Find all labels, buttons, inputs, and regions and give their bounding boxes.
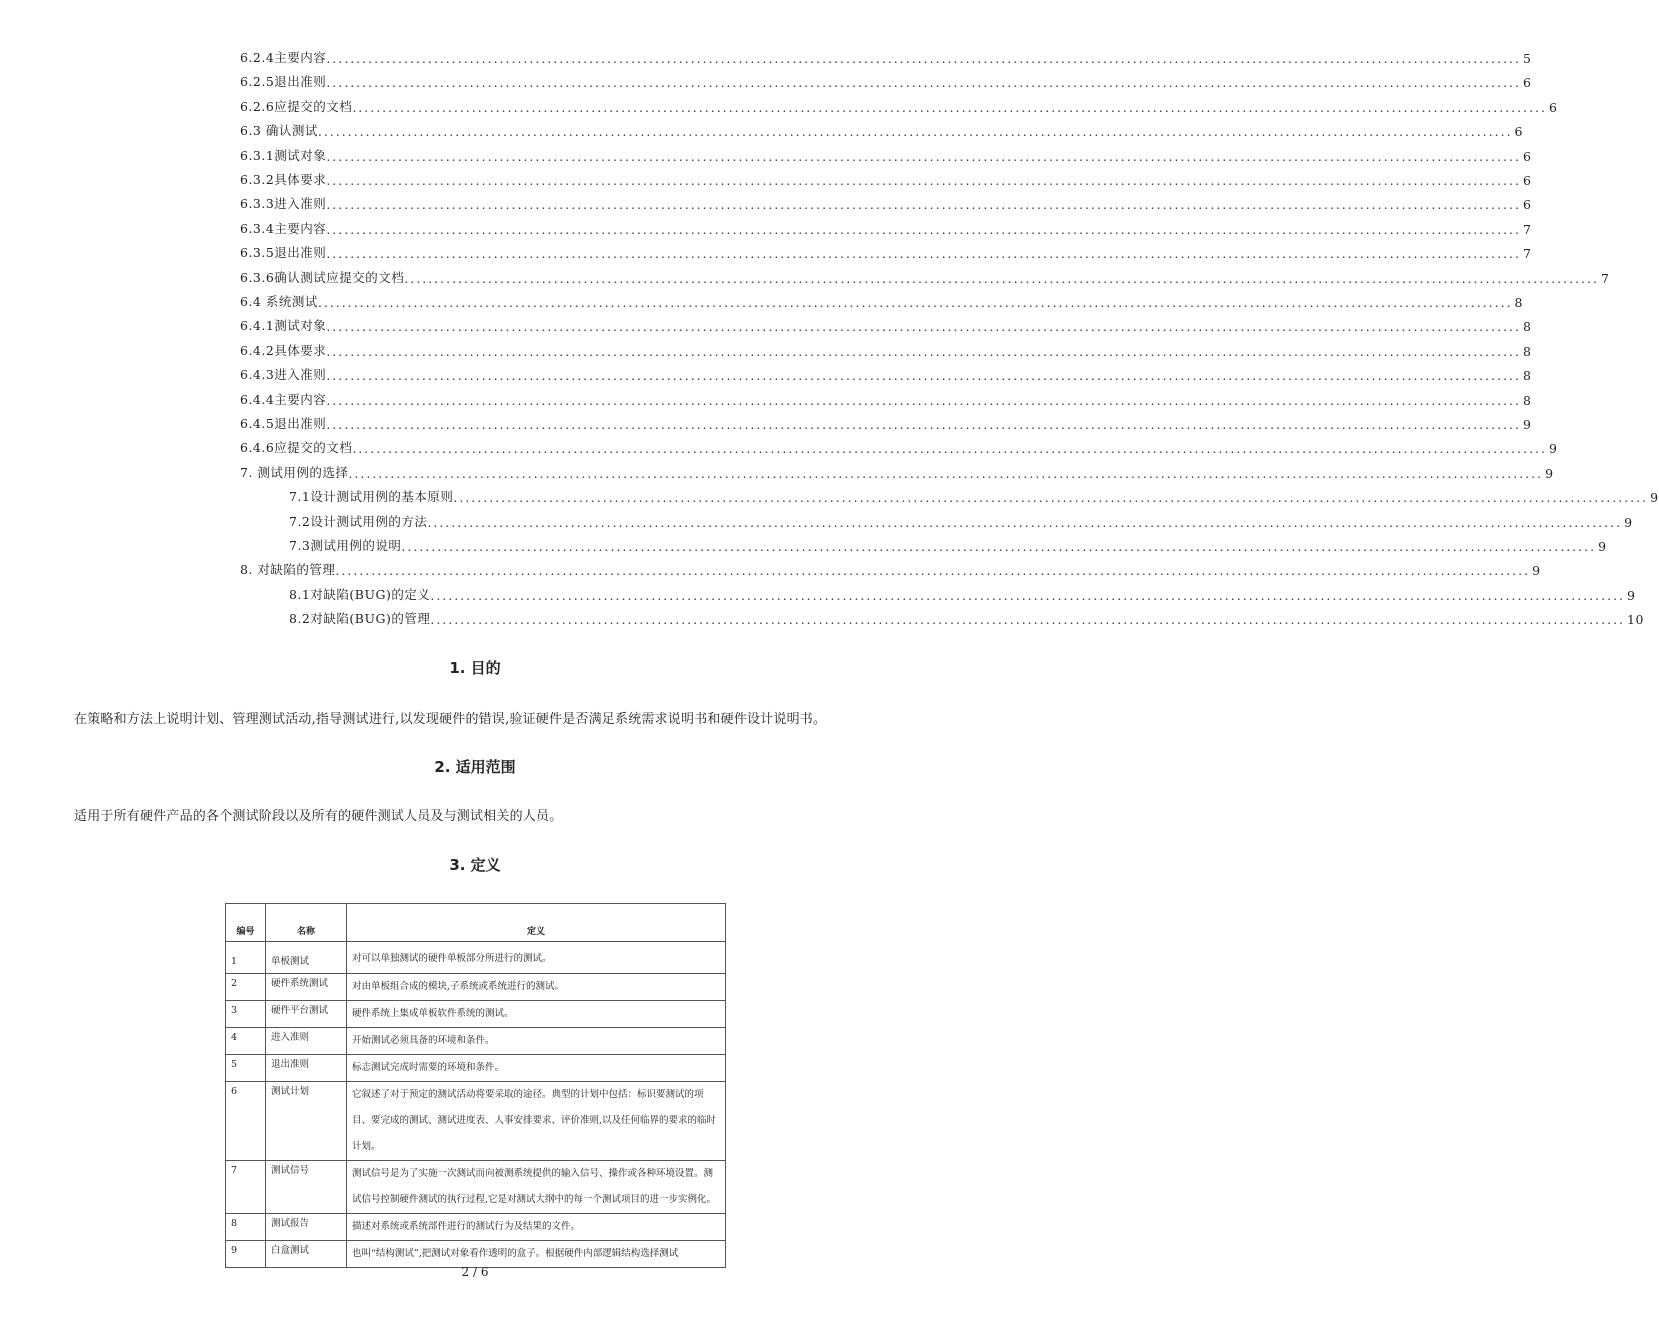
toc-leader-dots: ........................................................................................................................................................................................................ bbox=[430, 587, 1626, 603]
row-definition: 硬件系统上集成单板软件系统的测试。 bbox=[347, 1001, 726, 1028]
page-number: 2 / 6 bbox=[461, 1265, 489, 1279]
toc-leader-dots: ........................................................................................................................................................................................................ bbox=[326, 392, 1521, 408]
toc-leader-dots: ........................................................................................................................................................................................................ bbox=[348, 465, 1544, 481]
toc-leader-dots: ........................................................................................................................................................................................................ bbox=[352, 99, 1547, 115]
toc-entry[interactable] bbox=[240, 363, 1532, 384]
toc-entry-page: 9 bbox=[1549, 441, 1558, 457]
toc-entry-title: 7.3测试用例的说明 bbox=[289, 538, 402, 553]
toc-entry[interactable] bbox=[240, 95, 1558, 115]
row-id: 7 bbox=[226, 1161, 266, 1214]
toc-entry-page: 10 bbox=[1627, 612, 1644, 628]
toc-leader-dots: ........................................................................................................................................................................................................ bbox=[335, 563, 1531, 579]
row-term: 白盒测试 bbox=[266, 1241, 347, 1268]
table-row bbox=[226, 1055, 726, 1082]
toc-leader-dots: ........................................................................................................................................................................................................ bbox=[453, 490, 1649, 506]
toc-entry-title: 6.3.1测试对象 bbox=[240, 147, 327, 163]
section-1-body: 在策略和方法上说明计划、管理测试活动,指导测试进行,以发现硬件的错误,验证硬件是否满足系统需求说明书和硬件设计说明书。 bbox=[74, 712, 827, 727]
toc-entry-title: 6.2.6应提交的文档 bbox=[240, 98, 353, 114]
toc-entry[interactable] bbox=[289, 583, 1636, 603]
col-header-name: 名称 bbox=[266, 904, 347, 942]
row-term: 进入准则 bbox=[266, 1028, 347, 1055]
toc-entry-title: 6.4.1测试对象 bbox=[240, 318, 327, 334]
toc-entry-page: 9 bbox=[1545, 465, 1554, 481]
toc-leader-dots: ........................................................................................................................................................................................................ bbox=[404, 270, 1599, 286]
toc-entry-title: 7.1设计测试用例的基本原则 bbox=[289, 489, 454, 505]
toc-entry[interactable] bbox=[289, 607, 1644, 628]
row-id: 8 bbox=[226, 1214, 266, 1241]
toc-entry-title: 8.2对缺陷(BUG)的管理 bbox=[289, 611, 431, 627]
toc-leader-dots: ........................................................................................................................................................................................................ bbox=[326, 173, 1521, 188]
section-1-title: 1. 目的 bbox=[449, 659, 501, 677]
toc-entry-page: 6 bbox=[1549, 99, 1558, 115]
table-row bbox=[226, 1214, 726, 1241]
toc-leader-dots: ........................................................................................................................................................................................................ bbox=[317, 124, 1513, 140]
toc-leader-dots: ........................................................................................................................................................................................................ bbox=[326, 368, 1521, 384]
row-term: 测试信号 bbox=[266, 1161, 347, 1214]
table-row bbox=[226, 1082, 726, 1161]
toc-entry-page: 9 bbox=[1650, 490, 1659, 506]
toc-entry-page: 6 bbox=[1514, 124, 1523, 140]
row-term: 退出准则 bbox=[266, 1055, 347, 1082]
toc-entry-title: 7. 测试用例的选择 bbox=[240, 464, 349, 480]
row-definition: 对由单板组合成的模块,子系统或系统进行的测试。 bbox=[347, 974, 726, 1001]
row-definition: 描述对系统或系统部件进行的测试行为及结果的文件。 bbox=[347, 1214, 726, 1241]
toc-leader-dots: ........................................................................................................................................................................................................ bbox=[326, 319, 1521, 335]
toc-leader-dots: ........................................................................................................................................................................................................ bbox=[326, 75, 1521, 91]
toc-entry[interactable] bbox=[240, 168, 1532, 188]
table-row bbox=[226, 974, 726, 1001]
toc-entry-title: 6.4.2具体要求 bbox=[240, 342, 327, 358]
row-id: 4 bbox=[226, 1028, 266, 1055]
toc-entry-page: 6 bbox=[1523, 197, 1532, 213]
table-row bbox=[226, 942, 726, 974]
toc-entry-title: 6.3.3进入准则 bbox=[240, 196, 327, 212]
row-id: 9 bbox=[226, 1241, 266, 1268]
toc-leader-dots: ........................................................................................................................................................................................................ bbox=[317, 295, 1513, 310]
col-header-definition: 定义 bbox=[347, 904, 726, 942]
toc-entry[interactable] bbox=[240, 290, 1523, 310]
toc-entry[interactable] bbox=[240, 558, 1541, 579]
table-row bbox=[226, 1028, 726, 1055]
toc-entry-page: 8 bbox=[1523, 343, 1532, 359]
toc-entry-page: 7 bbox=[1601, 270, 1610, 286]
row-id: 3 bbox=[226, 1001, 266, 1028]
toc-entry[interactable] bbox=[240, 266, 1610, 286]
row-definition: 也叫“结构测试”,把测试对象看作透明的盒子。根据硬件内部逻辑结构选择测试 bbox=[347, 1241, 726, 1268]
toc-entry[interactable] bbox=[289, 485, 1659, 506]
toc-entry-page: 8 bbox=[1523, 392, 1532, 408]
section-2-body: 适用于所有硬件产品的各个测试阶段以及所有的硬件测试人员及与测试相关的人员。 bbox=[74, 809, 563, 824]
toc-entry[interactable] bbox=[289, 534, 1607, 554]
row-id: 1 bbox=[226, 942, 266, 974]
toc-entry-page: 6 bbox=[1523, 173, 1532, 188]
col-header-id: 编号 bbox=[226, 904, 266, 942]
toc-leader-dots: ........................................................................................................................................................................................................ bbox=[326, 221, 1521, 237]
row-id: 6 bbox=[226, 1082, 266, 1161]
row-term: 测试计划 bbox=[266, 1082, 347, 1161]
toc-entry-page: 9 bbox=[1598, 539, 1607, 554]
toc-entry[interactable] bbox=[240, 217, 1532, 237]
toc-entry[interactable] bbox=[240, 46, 1532, 66]
toc-entry-title: 6.4 系统测试 bbox=[240, 294, 318, 309]
toc-leader-dots: ........................................................................................................................................................................................................ bbox=[401, 539, 1597, 554]
toc-entry-page: 7 bbox=[1523, 221, 1532, 237]
row-term: 硬件系统测试 bbox=[266, 974, 347, 1001]
toc-entry-title: 6.4.3进入准则 bbox=[240, 367, 327, 383]
toc-entry-title: 6.2.4主要内容 bbox=[240, 50, 327, 65]
toc-entry-title: 6.3 确认测试 bbox=[240, 123, 318, 139]
toc-leader-dots: ........................................................................................................................................................................................................ bbox=[352, 441, 1547, 457]
toc-leader-dots: ........................................................................................................................................................................................................ bbox=[326, 343, 1521, 359]
toc-entry-page: 5 bbox=[1523, 51, 1532, 66]
toc-entry[interactable] bbox=[240, 119, 1523, 140]
toc-leader-dots: ........................................................................................................................................................................................................ bbox=[326, 51, 1521, 66]
section-2-title: 2. 适用范围 bbox=[434, 758, 516, 776]
row-definition: 标志测试完成时需要的环境和条件。 bbox=[347, 1055, 726, 1082]
toc-entry[interactable] bbox=[240, 412, 1532, 432]
row-definition: 对可以单独测试的硬件单板部分所进行的测试。 bbox=[347, 942, 726, 974]
toc-entry[interactable] bbox=[240, 461, 1554, 481]
toc-entry-title: 8.1对缺陷(BUG)的定义 bbox=[289, 586, 431, 602]
toc-entry[interactable] bbox=[240, 314, 1532, 335]
toc-entry[interactable] bbox=[240, 70, 1532, 91]
toc-entry-page: 9 bbox=[1624, 514, 1633, 530]
row-term: 测试报告 bbox=[266, 1214, 347, 1241]
table-row bbox=[226, 1161, 726, 1214]
definitions-table bbox=[225, 903, 726, 1268]
table-header-row bbox=[226, 904, 726, 942]
row-definition: 测试信号是为了实施一次测试而向被测系统提供的输入信号、操作或各种环境设置。测试信号控制硬件测试的执行过程,它是对测试大纲中的每一个测试项目的进一步实例化。 bbox=[347, 1161, 726, 1214]
toc-entry-page: 9 bbox=[1532, 563, 1541, 579]
toc-entry-title: 7.2设计测试用例的方法 bbox=[289, 513, 428, 529]
toc-entry[interactable] bbox=[240, 192, 1532, 213]
toc-leader-dots: ........................................................................................................................................................................................................ bbox=[326, 197, 1521, 213]
toc-entry[interactable] bbox=[240, 436, 1558, 457]
toc-entry-title: 6.2.5退出准则 bbox=[240, 74, 327, 90]
toc-entry-title: 8. 对缺陷的管理 bbox=[240, 562, 336, 578]
toc-entry[interactable] bbox=[240, 241, 1532, 262]
toc-entry[interactable] bbox=[240, 144, 1532, 164]
toc-entry-title: 6.3.6确认测试应提交的文档 bbox=[240, 269, 405, 285]
toc-leader-dots: ........................................................................................................................................................................................................ bbox=[326, 148, 1521, 164]
section-3-title: 3. 定义 bbox=[449, 856, 501, 874]
toc-entry-title: 6.3.5退出准则 bbox=[240, 245, 327, 261]
row-term: 单板测试 bbox=[266, 942, 347, 974]
toc-entry-title: 6.3.2具体要求 bbox=[240, 172, 327, 187]
toc-entry-page: 9 bbox=[1627, 587, 1636, 603]
row-definition: 它叙述了对于预定的测试活动将要采取的途径。典型的计划中包括：标识要测试的项目、要完成的测试、测试进度表、人事安排要求、评价准则,以及任何临界的要求的临时计划。 bbox=[347, 1082, 726, 1161]
table-row bbox=[226, 1001, 726, 1028]
toc-leader-dots: ........................................................................................................................................................................................................ bbox=[427, 514, 1623, 530]
toc-entry-page: 6 bbox=[1523, 148, 1532, 164]
toc-entry-page: 7 bbox=[1523, 246, 1532, 262]
toc-leader-dots: ........................................................................................................................................................................................................ bbox=[326, 246, 1521, 262]
toc-entry[interactable] bbox=[240, 339, 1532, 359]
toc-leader-dots: ........................................................................................................................................................................................................ bbox=[326, 417, 1521, 432]
toc-entry-title: 6.4.5退出准则 bbox=[240, 416, 327, 431]
toc-entry-page: 9 bbox=[1523, 417, 1532, 432]
table-row bbox=[226, 1241, 726, 1268]
toc-entry-page: 8 bbox=[1523, 368, 1532, 384]
row-definition: 开始测试必须具备的环境和条件。 bbox=[347, 1028, 726, 1055]
toc-entry-title: 6.4.4主要内容 bbox=[240, 391, 327, 407]
toc-entry[interactable] bbox=[240, 388, 1532, 408]
toc-entry-title: 6.3.4主要内容 bbox=[240, 220, 327, 236]
toc-entry-page: 8 bbox=[1514, 295, 1523, 310]
toc-entry-title: 6.4.6应提交的文档 bbox=[240, 440, 353, 456]
row-id: 5 bbox=[226, 1055, 266, 1082]
toc-entry-page: 6 bbox=[1523, 75, 1532, 91]
toc-leader-dots: ........................................................................................................................................................................................................ bbox=[430, 612, 1626, 628]
toc-entry[interactable] bbox=[289, 510, 1633, 530]
row-id: 2 bbox=[226, 974, 266, 1001]
row-term: 硬件平台测试 bbox=[266, 1001, 347, 1028]
toc-entry-page: 8 bbox=[1523, 319, 1532, 335]
